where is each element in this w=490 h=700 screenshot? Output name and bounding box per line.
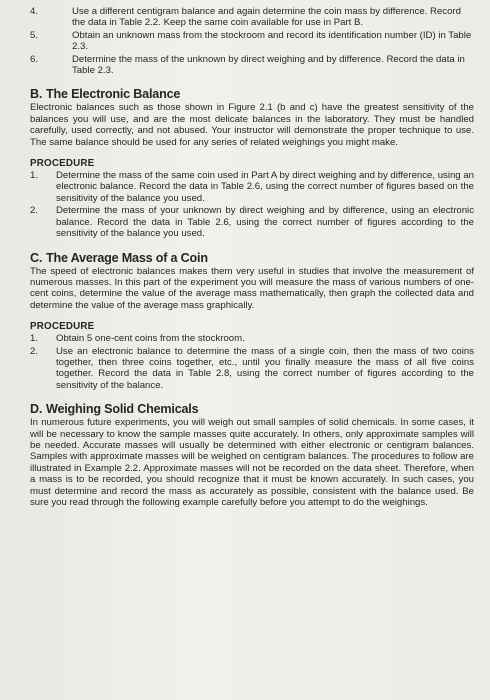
section-letter: D. [30, 402, 43, 417]
step-item [30, 54, 474, 77]
step-item [30, 6, 474, 29]
step-number: 2. [30, 205, 39, 217]
step-number: 5. [30, 29, 39, 41]
section-c-paragraph: The speed of electronic balances makes them very useful in studies that involve the measurement of numerous masses. In this part of the experiment you will measure the mass of various numbers of one-cent coins, determine the value of the average mass mathematically, then graph the collected data and determine the value of the average mass graphically. [30, 265, 474, 311]
section-d-paragraph: In numerous future experiments, you will weigh out small samples of solid chemicals. In some cases, it will be necessary to know the sample masses quite accurately. In others, only approximate samples will be needed. Accurate masses will usually be determined with either electronic or centigram balances. Samples with approximate masses will be weighed on centigram balances. The procedures to follow are illustrated in Example 2.2. Approximate masses will not be recorded on the data sheet. Therefore, when a mass is to be recorded, you should recognize that it must be known accurately. In such cases, you must determine and record the mass as accurately as possible, consistent with the balance used. Be sure you read through the following example carefully before you attempt to do the weighings. [30, 417, 474, 508]
step-number: 6. [30, 53, 39, 65]
section-c-heading [30, 251, 474, 266]
step-text: Determine the mass of the unknown by direct weighing and by difference. Record the data in Table 2.3. [72, 53, 465, 77]
section-title: The Average Mass of a Coin [46, 250, 208, 265]
procedure-label: PROCEDURE [30, 158, 95, 170]
step-number: 1. [30, 333, 39, 345]
section-b-heading [30, 87, 474, 102]
step-number: 2. [30, 345, 39, 357]
section-title: Weighing Solid Chemicals [46, 402, 199, 417]
section-d-heading [30, 402, 474, 417]
step-number: 4. [30, 6, 39, 17]
section-b-steps [30, 170, 474, 239]
step-item [30, 205, 474, 239]
step-item [30, 170, 474, 204]
section-title: The Electronic Balance [46, 87, 181, 102]
step-item [30, 30, 474, 53]
section-letter: C. [30, 250, 43, 265]
procedure-label: PROCEDURE [30, 321, 95, 333]
step-number: 1. [30, 170, 39, 182]
section-b-paragraph: Electronic balances such as those shown in Figure 2.1 (b and c) have the greatest sensitivity of the balances you will use, and are the most delicate balances in the laboratory. They must be handled carefully, used correctly, and not abused. Your instructor will demonstrate the proper technique to use. The same balance should be used for any series of related weighings you might make. [30, 102, 474, 148]
section-c-steps [30, 333, 474, 391]
step-item [30, 346, 474, 392]
section-letter: B. [30, 87, 43, 102]
top-step-list [30, 6, 474, 76]
step-text: Use a different centigram balance and again determine the coin mass by difference. Record the data in Table 2.2. Keep the same coin available for use in Part B. [72, 6, 461, 29]
step-text: Determine the mass of your unknown by direct weighing and by difference, using an electronic balance. Record the data in Table 2.6, using the correct number of figures according to the sensitivity of the balance you used. [56, 205, 474, 240]
step-text: Obtain an unknown mass from the stockroom and record its identification number (ID) in Table 2.3. [72, 29, 472, 53]
step-text: Use an electronic balance to determine the mass of a single coin, then the mass of two coins together, then three coins together, etc., until you finally measure the mass of all five coins together. Record the data in Table 2.8, using the correct number of figures according to the sensitivity of the balance. [56, 345, 474, 391]
step-text: Obtain 5 one-cent coins from the stockroom. [56, 333, 245, 345]
step-item [30, 333, 474, 344]
step-text: Determine the mass of the same coin used in Part A by direct weighing and by difference, using an electronic balance. Record the data in Table 2.6, using the correct number of figures based on the sensitivity of the balance you used. [56, 170, 474, 204]
